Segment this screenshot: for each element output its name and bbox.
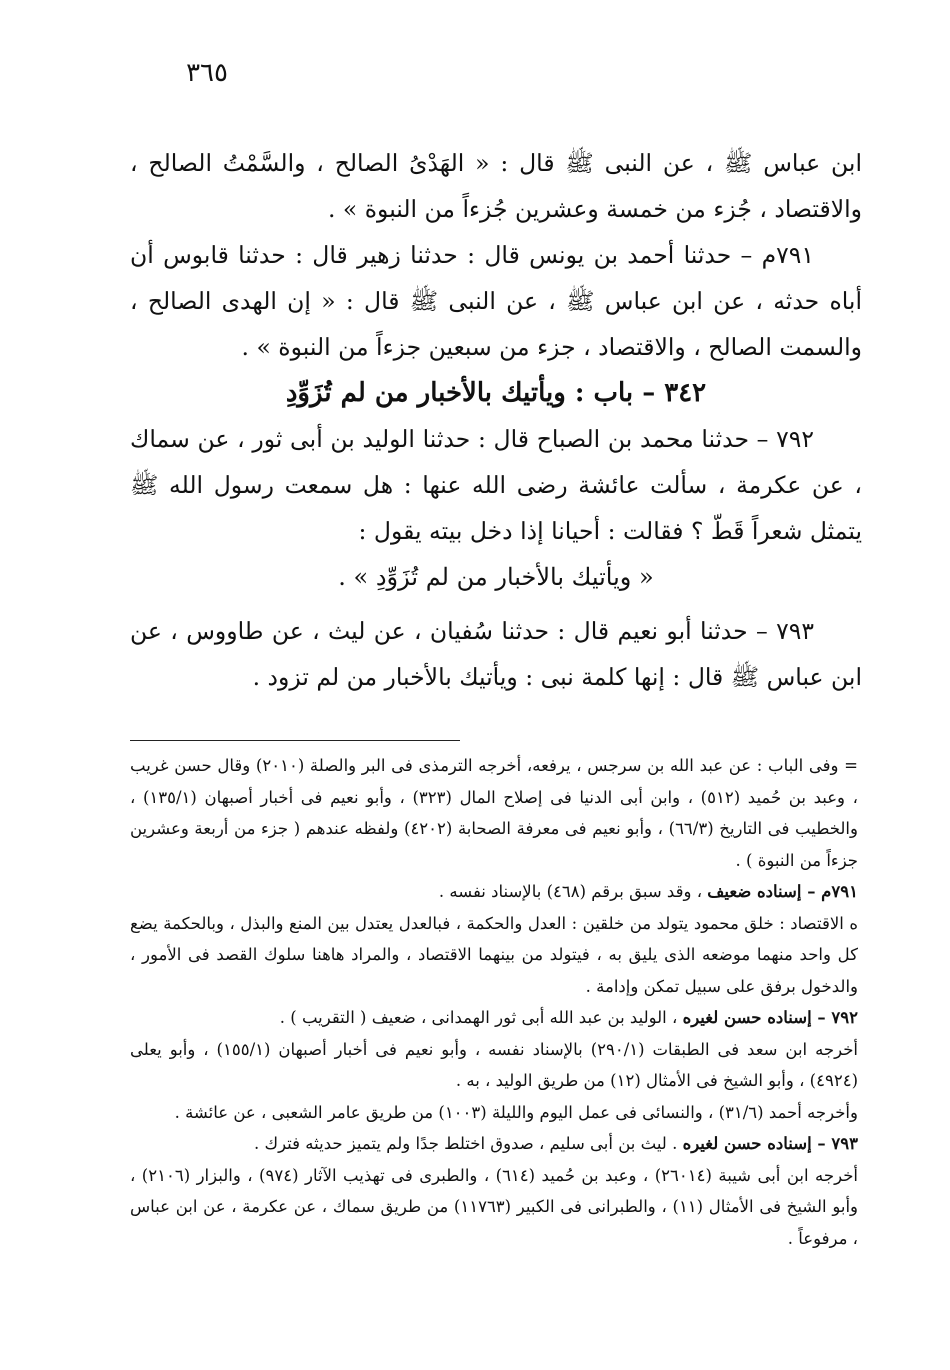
footnote-793-takhrij: أخرجه ابن أبى شيبة (٢٦٠١٤) ، وعبد بن حُميد (٦١٤) ، والطبرى فى تهذيب الآثار (٩٧٤) ، والبزار (٢١٠٦) ، وأبو الشيخ فى الأمثال (١١) ، والطبرانى فى الكبير (١١٧٦٣) من طريق سماك ، عن عكرمة ، عن ابن عباس ، مرفوعاً . xyxy=(130,1165,859,1248)
main-text xyxy=(130,140,862,700)
footnotes xyxy=(130,750,858,1254)
hadith-792: ٧٩٢ – حدثنا محمد بن الصباح قال : حدثنا الوليد بن أبى ثور ، عن سماك ، عن عكرمة ، سألت عائشة رضى الله عنها : هل سمعت رسول الله ﷺ يتمثل شعراً قَطّ ؟ فقالت : أحيانا إذا دخل بيته يقول : xyxy=(130,425,862,545)
hadith-791m: ٧٩١م – حدثنا أحمد بن يونس قال : حدثنا زهير قال : حدثنا قابوس أن أباه حدثه ، عن ابن عباس ﷺ ، عن النبى ﷺ قال : « إن الهدى الصالح ، والسمت الصالح ، والاقتصاد ، جزء من سبعين جزءاً من النبوة » . xyxy=(130,241,862,361)
footnote-continuation: = وفى الباب : عن عبد الله بن سرجس ، يرفعه، أخرجه الترمذى فى البر والصلة (٢٠١٠) وقال حسن غريب ، وعبد بن حُميد (٥١٢) ، وابن أبى الدنيا فى إصلاح المال (٣٢٣) ، وأبو نعيم فى أخبار أصبهان (١٣٥/١) ، والخطيب فى التاريخ (٦٦/٣) ، وأبو نعيم فى معرفة الصحابة (٤٢٠٢) ولفظه عندهم ( جزء من أربعة وعشرين جزءاً من النبوة ) . xyxy=(130,756,858,870)
footnote-iqtisad: ه الاقتصاد : خلق محمود يتولد من خلقين : العدل والحكمة ، فبالعدل يعتدل بين المنع والبذل ، وبالحكمة يضع كل واحد منهما موضعه الذى يليق به ، فيتولد من بينهما الاقتصاد ، والمراد هاهنا سلوك القصد فى الأمور ، والدخول برفق على سبيل تمكن وإدامة . xyxy=(130,913,858,996)
footnote-divider xyxy=(130,740,460,741)
footnote-793 xyxy=(130,1128,858,1160)
footnote-792-text: ، الوليد بن عبد الله أبى ثور الهمدانى ، ضعيف ( التقريب ) . xyxy=(279,1008,683,1027)
footnote-791m-text: ، وقد سبق برقم (٤٦٨) بالإسناد نفسه . xyxy=(438,882,708,901)
footnote-792 xyxy=(130,1002,858,1034)
footnote-792-grade: ٧٩٢ – إسناده حسن لغيره xyxy=(682,1008,858,1027)
poetry-verse: « ويأتيك بالأخبار من لم تُزَوِّدِ » . xyxy=(338,563,654,591)
hadith-continuation: ابن عباس ﷺ ، عن النبى ﷺ قال : « الهَدْىُ الصالح ، والسَّمْتُ الصالح ، والاقتصاد ، جُزء من خمسة وعشرين جُزءاً من النبوة » . xyxy=(130,149,862,223)
footnote-791m-grade: ٧٩١م – إسناده ضعيف xyxy=(707,882,858,901)
page-number: ٣٦٥ xyxy=(186,58,228,88)
hadith-793: ٧٩٣ – حدثنا أبو نعيم قال : حدثنا سُفيان ، عن ليث ، عن طاووس ، عن ابن عباس ﷺ قال : إنها كلمة نبى : ويأتيك بالأخبار من لم تزود . xyxy=(130,617,862,691)
footnote-792-takhrij-2: وأخرجه أحمد (٣١/٦) ، والنسائى فى عمل اليوم والليلة (١٠٠٣) من طريق عامر الشعبى ، عن عائشة . xyxy=(174,1102,858,1122)
chapter-heading: ٣٤٢ – باب : ويأتيك بالأخبار من لم تُزَوِّدِ xyxy=(285,378,707,408)
footnote-793-text: . ليث بن أبى سليم ، صدوق اختلط جدًا ولم يتميز حديثه فترك . xyxy=(253,1134,683,1153)
footnote-791m xyxy=(130,876,858,908)
footnote-793-grade: ٧٩٣ – إسناده حسن لغيره xyxy=(682,1134,858,1153)
footnote-792-takhrij: أخرجه ابن سعد فى الطبقات (٢٩٠/١) بالإسناد نفسه ، وأبو نعيم فى أخبار أصبهان (١٥٥/١) ، وأبو يعلى (٤٩٢٤) ، وأبو الشيخ فى الأمثال (١٢) من طريق الوليد ، به . xyxy=(130,1039,859,1090)
